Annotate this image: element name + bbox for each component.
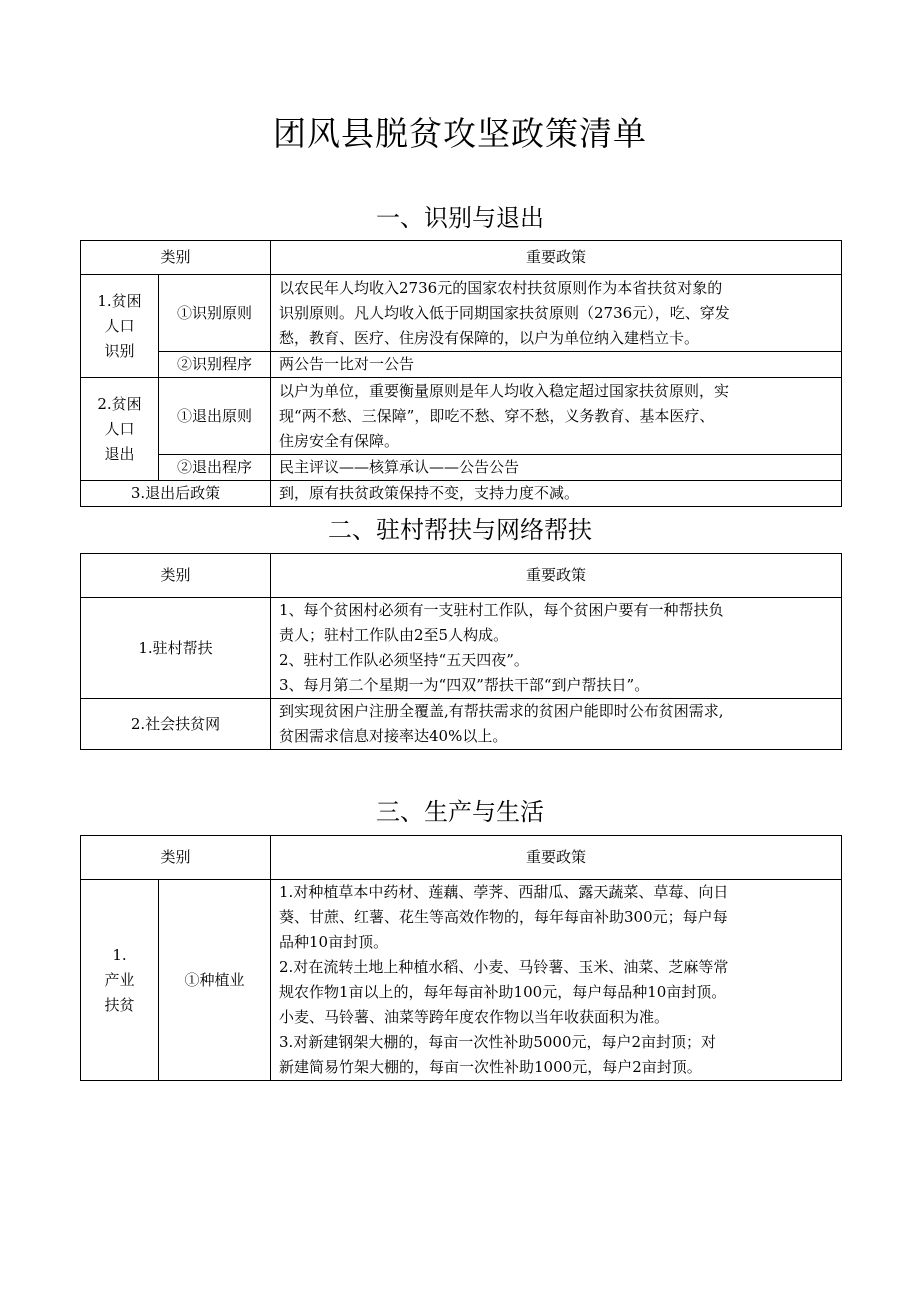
page-title: 团风县脱贫攻坚政策清单 bbox=[273, 114, 647, 153]
header-category: 类别 bbox=[81, 836, 271, 880]
row-label: ①退出原则 bbox=[159, 378, 271, 455]
row-label: ②识别程序 bbox=[159, 352, 271, 378]
header-policy: 重要政策 bbox=[271, 836, 842, 880]
header-category: 类别 bbox=[81, 554, 271, 598]
table-identification-exit bbox=[80, 240, 842, 507]
row-label: ①识别原则 bbox=[159, 275, 271, 352]
table-village-assistance bbox=[80, 553, 842, 750]
policy-text: 以户为单位，重要衡量原则是年人均收入稳定超过国家扶贫原则，实 现“两不愁、三保障”，即吃不愁、穿不愁，义务教育、基本医疗、 住房安全有保障。 bbox=[271, 378, 842, 455]
row-label: ②退出程序 bbox=[159, 455, 271, 481]
section-heading-3: 三、生产与生活 bbox=[376, 798, 544, 826]
row-label: 1.驻村帮扶 bbox=[81, 598, 271, 699]
policy-text: 两公告一比对一公告 bbox=[271, 352, 842, 378]
section-heading-2: 二、驻村帮扶与网络帮扶 bbox=[328, 516, 592, 544]
group-name: 1. 产业 扶贫 bbox=[81, 880, 159, 1081]
group-name: 2.贫困 人口 退出 bbox=[81, 378, 159, 481]
policy-text: 以农民年人均收入2736元的国家农村扶贫原则作为本省扶贫对象的 识别原则。凡人均收入低于同期国家扶贫原则（2736元），吃、穿发 愁，教育、医疗、住房没有保障的，以户为单位纳入建档立卡。 bbox=[271, 275, 842, 352]
policy-text: 到，原有扶贫政策保持不变，支持力度不减。 bbox=[271, 481, 842, 507]
row-label: 3.退出后政策 bbox=[81, 481, 271, 507]
section-heading-1: 一、识别与退出 bbox=[376, 204, 544, 232]
table-production-life bbox=[80, 835, 842, 1081]
row-label: 2.社会扶贫网 bbox=[81, 699, 271, 750]
policy-text: 1.对种植草本中药材、莲藕、荸荠、西甜瓜、露天蔬菜、草莓、向日 葵、甘蔗、红薯、花生等高效作物的，每年每亩补助300元；每户每 品种10亩封顶。 2.对在流转土地上种植水稻、小麦、马铃薯、玉米、油菜、芝麻等常 规农作物1亩以上的，每年每亩补助100元，每户每品种10亩封顶。 小麦、马铃薯、油菜等跨年度农作物以当年收获面积为准。 3.对新建钢架大棚的，每亩一次性补助5000元，每户2亩封顶；对 新建简易竹架大棚的，每亩一次性补助1000元，每户2亩封顶。 bbox=[271, 880, 842, 1081]
policy-text: 民主评议——核算承认——公告公告 bbox=[271, 455, 842, 481]
row-label: ①种植业 bbox=[159, 880, 271, 1081]
header-policy: 重要政策 bbox=[271, 554, 842, 598]
group-name: 1.贫困 人口 识别 bbox=[81, 275, 159, 378]
policy-text: 到实现贫困户注册全覆盖,有帮扶需求的贫困户能即时公布贫困需求, 贫困需求信息对接率达40%以上。 bbox=[271, 699, 842, 750]
header-category: 类别 bbox=[81, 241, 271, 275]
policy-text: 1、每个贫困村必须有一支驻村工作队，每个贫困户要有一种帮扶负 责人；驻村工作队由2至5人构成。 2、驻村工作队必须坚持“五天四夜”。 3、每月第二个星期一为“四双”帮扶干部“到户帮扶日”。 bbox=[271, 598, 842, 699]
header-policy: 重要政策 bbox=[271, 241, 842, 275]
